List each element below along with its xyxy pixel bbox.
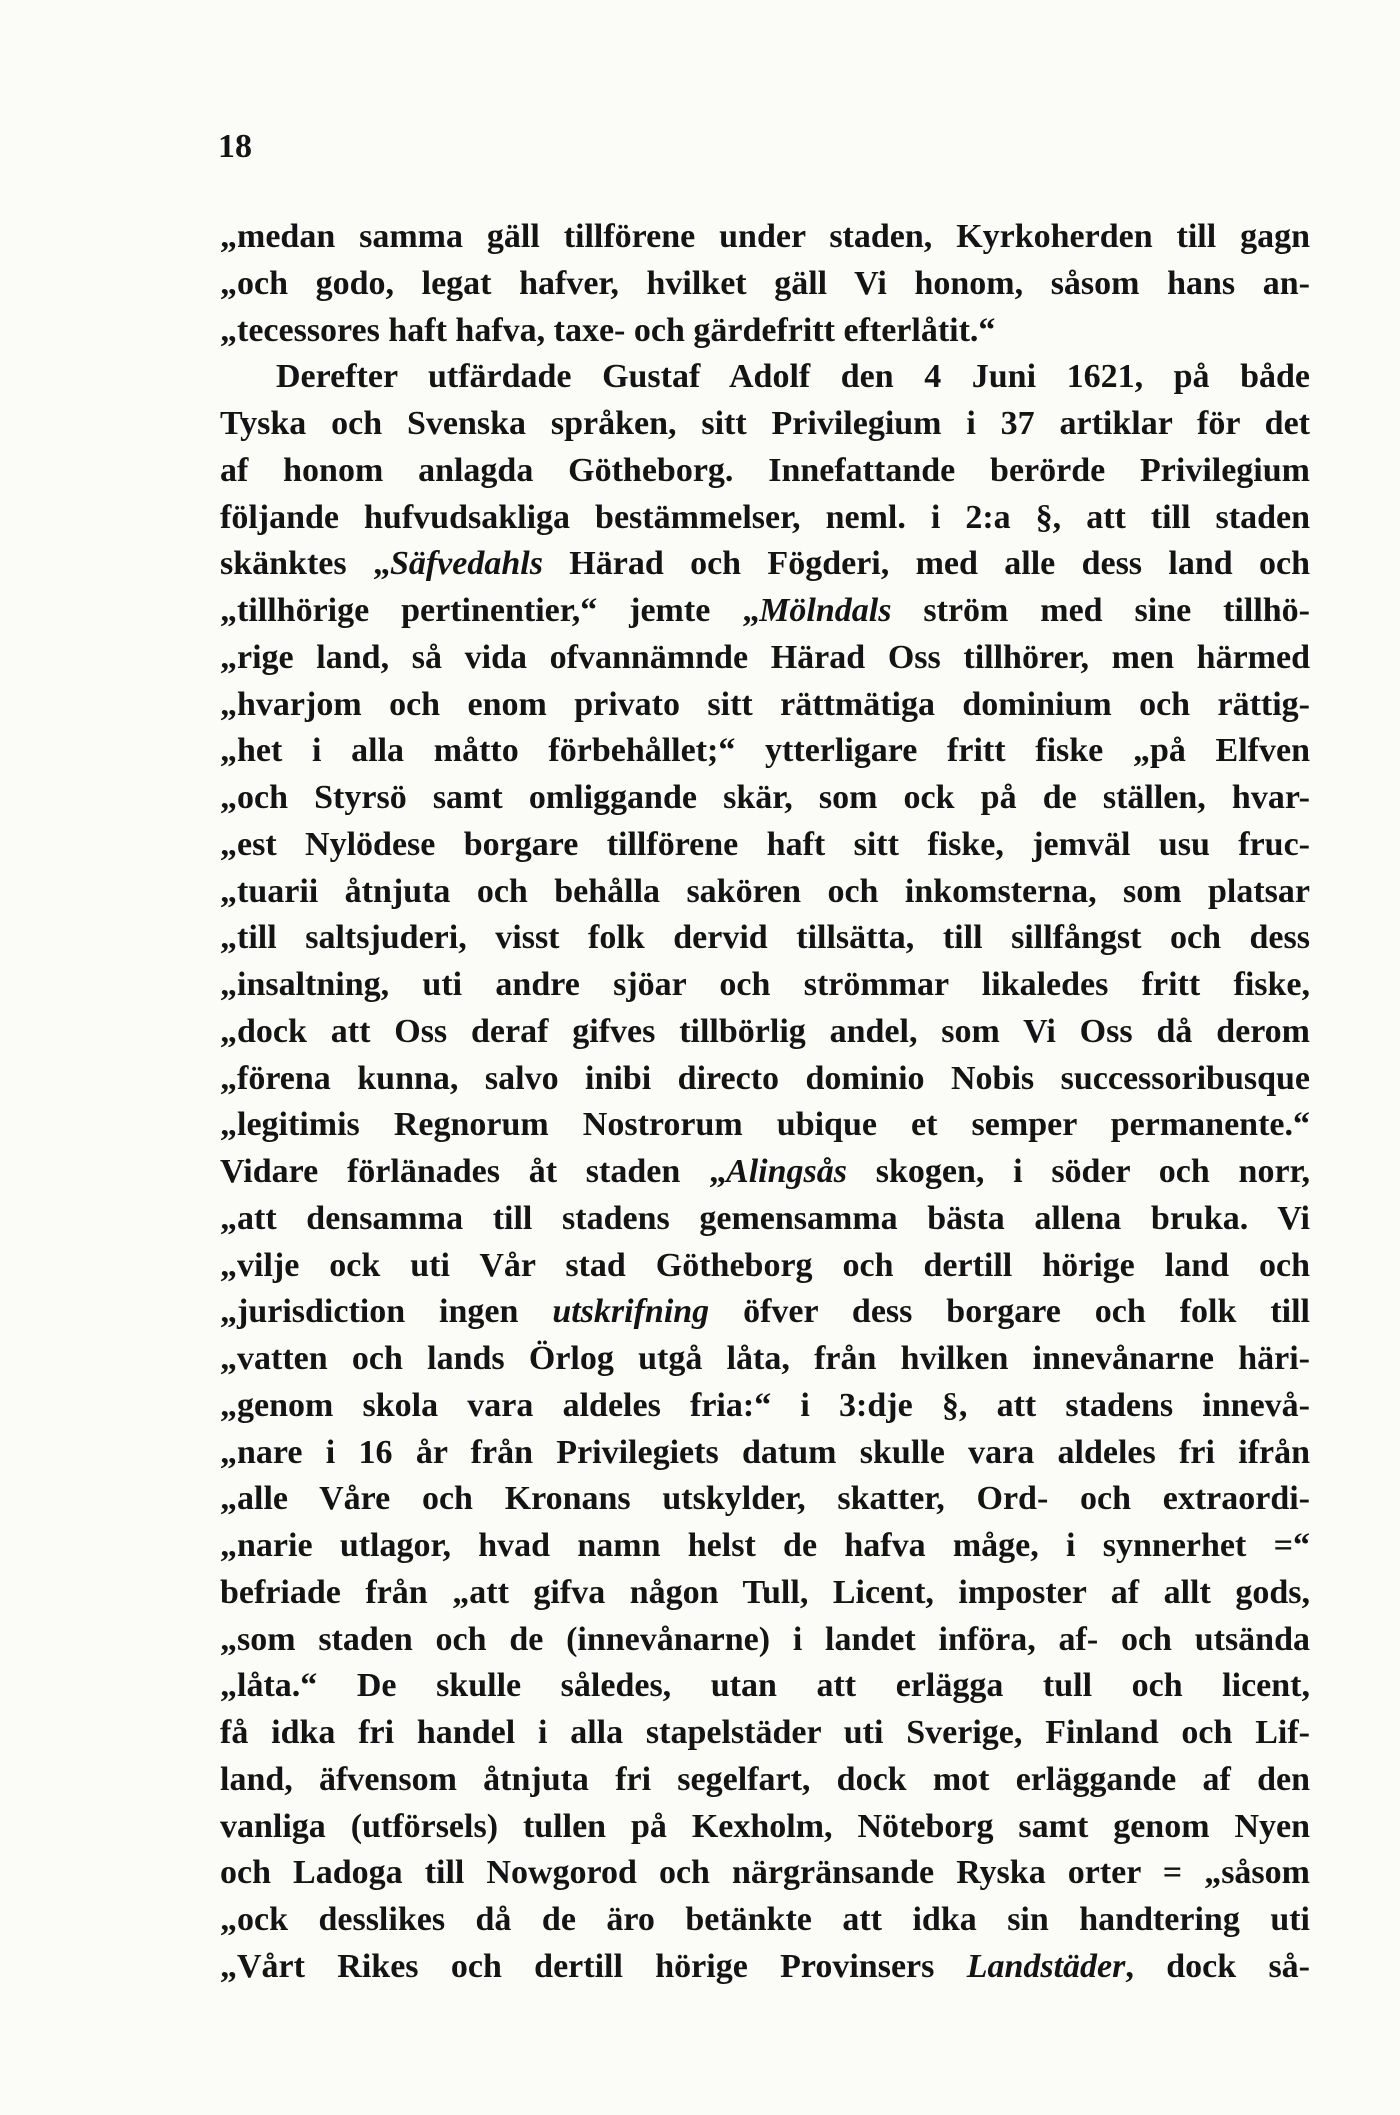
line-text: „legitimis Regnorum Nostrorum ubique et semper permanente.“ <box>220 1106 1310 1144</box>
text-line <box>220 214 1310 261</box>
text-line <box>220 1196 1310 1243</box>
text-line <box>220 635 1310 682</box>
text-line <box>220 588 1310 635</box>
line-text: „genom skola vara aldeles fria:“ i 3:dje §, att stadens innevå- <box>220 1386 1310 1424</box>
line-text: „nare i 16 år från Privilegiets datum skulle vara aldeles fri ifrån <box>220 1433 1310 1471</box>
text-line <box>220 541 1310 588</box>
text-line <box>220 869 1310 916</box>
page-number: 18 <box>218 128 252 165</box>
line-text: skogen, i söder och norr, <box>846 1153 1311 1190</box>
text-line <box>220 1430 1310 1477</box>
text-line <box>220 401 1310 448</box>
line-text: land, äfvensom åtnjuta fri segelfart, dock mot erläggande af den <box>220 1760 1310 1798</box>
line-text: Vidare förlänades åt staden „ <box>220 1153 727 1190</box>
line-text: befriade från „att gifva någon Tull, Licent, imposter af allt gods, <box>220 1573 1310 1611</box>
line-text: Tyska och Svenska språken, sitt Privilegium i 37 artiklar för det <box>220 405 1310 442</box>
text-line <box>220 448 1310 495</box>
line-text: , dock så- <box>1125 1947 1311 1985</box>
line-text: „jurisdiction ingen <box>220 1293 553 1331</box>
line-text: „alle Våre och Kronans utskylder, skatter, Ord- och extraordi- <box>220 1480 1310 1518</box>
line-text: „het i alla måtto förbehållet;“ ytterligare fritt fiske „på Elfven <box>220 732 1310 770</box>
text-line <box>220 1009 1310 1056</box>
text-line <box>220 1617 1310 1664</box>
line-text: „vilje ock uti Vår stad Götheborg och dertill hörige land och <box>220 1246 1310 1284</box>
line-text: „och godo, legat hafver, hvilket gäll Vi honom, såsom hans an- <box>220 264 1310 302</box>
italic-term: Säfvedahls <box>389 545 543 583</box>
line-text: „som staden och de (innevånarne) i landet införa, af- och utsända <box>220 1620 1310 1658</box>
text-line <box>220 1523 1310 1570</box>
text-line <box>220 1056 1310 1103</box>
line-text: „tillhörige pertinentier,“ jemte „ <box>220 592 760 629</box>
text-line <box>220 1149 1310 1196</box>
line-text: „tuarii åtnjuta och behålla sakören och inkomsterna, som platsar <box>220 872 1310 910</box>
text-line <box>220 962 1310 1009</box>
text-line <box>220 1102 1310 1149</box>
text-line <box>220 354 1310 401</box>
text-line <box>220 1289 1310 1336</box>
text-line <box>220 1663 1310 1710</box>
line-text: „ock desslikes då de äro betänkte att idka sin handtering uti <box>220 1901 1310 1938</box>
italic-term: Mölndals <box>759 592 892 629</box>
text-line <box>220 1336 1310 1383</box>
line-text: öfver dess borgare och folk till <box>709 1293 1310 1331</box>
text-line <box>220 915 1310 962</box>
line-text: Härad och Fögderi, med alle dess land och <box>542 545 1310 583</box>
line-text: „hvarjom och enom privato sitt rättmätiga dominium och rättig- <box>220 685 1310 723</box>
line-text: „tecessores haft hafva, taxe- och gärdefritt efterlåtit.“ <box>220 311 996 349</box>
line-text: få idka fri handel i alla stapelstäder uti Sverige, Finland och Lif- <box>220 1714 1310 1751</box>
line-text: och Ladoga till Nowgorod och närgränsande Ryska orter = „såsom <box>220 1854 1310 1892</box>
line-text: skänktes „ <box>220 545 390 583</box>
text-line <box>220 1476 1310 1523</box>
text-line <box>220 1710 1310 1757</box>
line-text: „att densamma till stadens gemensamma bästa allena bruka. Vi <box>220 1199 1310 1237</box>
text-line <box>220 775 1310 822</box>
text-line <box>220 822 1310 869</box>
line-text: af honom anlagda Götheborg. Innefattande berörde Privilegium <box>220 451 1310 489</box>
text-line <box>220 728 1310 775</box>
italic-term: utskrifning <box>552 1293 710 1331</box>
text-line <box>220 1850 1310 1897</box>
text-line <box>220 495 1310 542</box>
text-line <box>220 1570 1310 1617</box>
line-text: „förena kunna, salvo inibi directo dominio Nobis successoribusque <box>220 1059 1310 1097</box>
line-text: „medan samma gäll tillförene under staden, Kyrkoherden till gagn <box>220 218 1310 255</box>
italic-term: Landstäder <box>966 1947 1126 1985</box>
line-text: vanliga (utförsels) tullen på Kexholm, Nöteborg samt genom Nyen <box>220 1807 1310 1845</box>
line-text: följande hufvudsakliga bestämmelser, neml. i 2:a §, att till staden <box>220 498 1310 536</box>
text-line <box>220 1383 1310 1430</box>
line-text: „vatten och lands Örlog utgå låta, från hvilken innevånarne häri- <box>220 1340 1310 1377</box>
text-line <box>220 1804 1310 1851</box>
line-text: „Vårt Rikes och dertill hörige Provinsers <box>220 1947 967 1985</box>
text-line <box>220 1243 1310 1290</box>
line-text: ström med sine tillhö- <box>891 592 1310 629</box>
body-text <box>220 214 1310 1991</box>
line-text: „est Nylödese borgare tillförene haft sitt fiske, jemväl usu fruc- <box>220 825 1310 863</box>
text-line <box>220 308 1310 355</box>
line-text: „narie utlagor, hvad namn helst de hafva måge, i synnerhet =“ <box>220 1527 1310 1564</box>
line-text: „insaltning, uti andre sjöar och strömmar likaledes fritt fiske, <box>220 966 1310 1003</box>
line-text: „dock att Oss deraf gifves tillbörlig andel, som Vi Oss då derom <box>220 1012 1310 1050</box>
line-text: „rige land, så vida ofvannämnde Härad Oss tillhörer, men härmed <box>220 638 1310 676</box>
text-line <box>220 261 1310 308</box>
text-line <box>220 1897 1310 1944</box>
line-text: „och Styrsö samt omliggande skär, som ock på de ställen, hvar- <box>220 779 1310 816</box>
line-text: „till saltsjuderi, visst folk dervid tillsätta, till sillfångst och dess <box>220 919 1310 957</box>
text-line <box>220 1944 1310 1991</box>
text-line <box>220 682 1310 729</box>
italic-term: Alingsås <box>726 1153 847 1190</box>
line-text: Derefter utfärdade Gustaf Adolf den 4 Juni 1621, på både <box>276 358 1310 396</box>
text-line <box>220 1757 1310 1804</box>
line-text: „låta.“ De skulle således, utan att erlägga tull och licent, <box>220 1667 1310 1705</box>
